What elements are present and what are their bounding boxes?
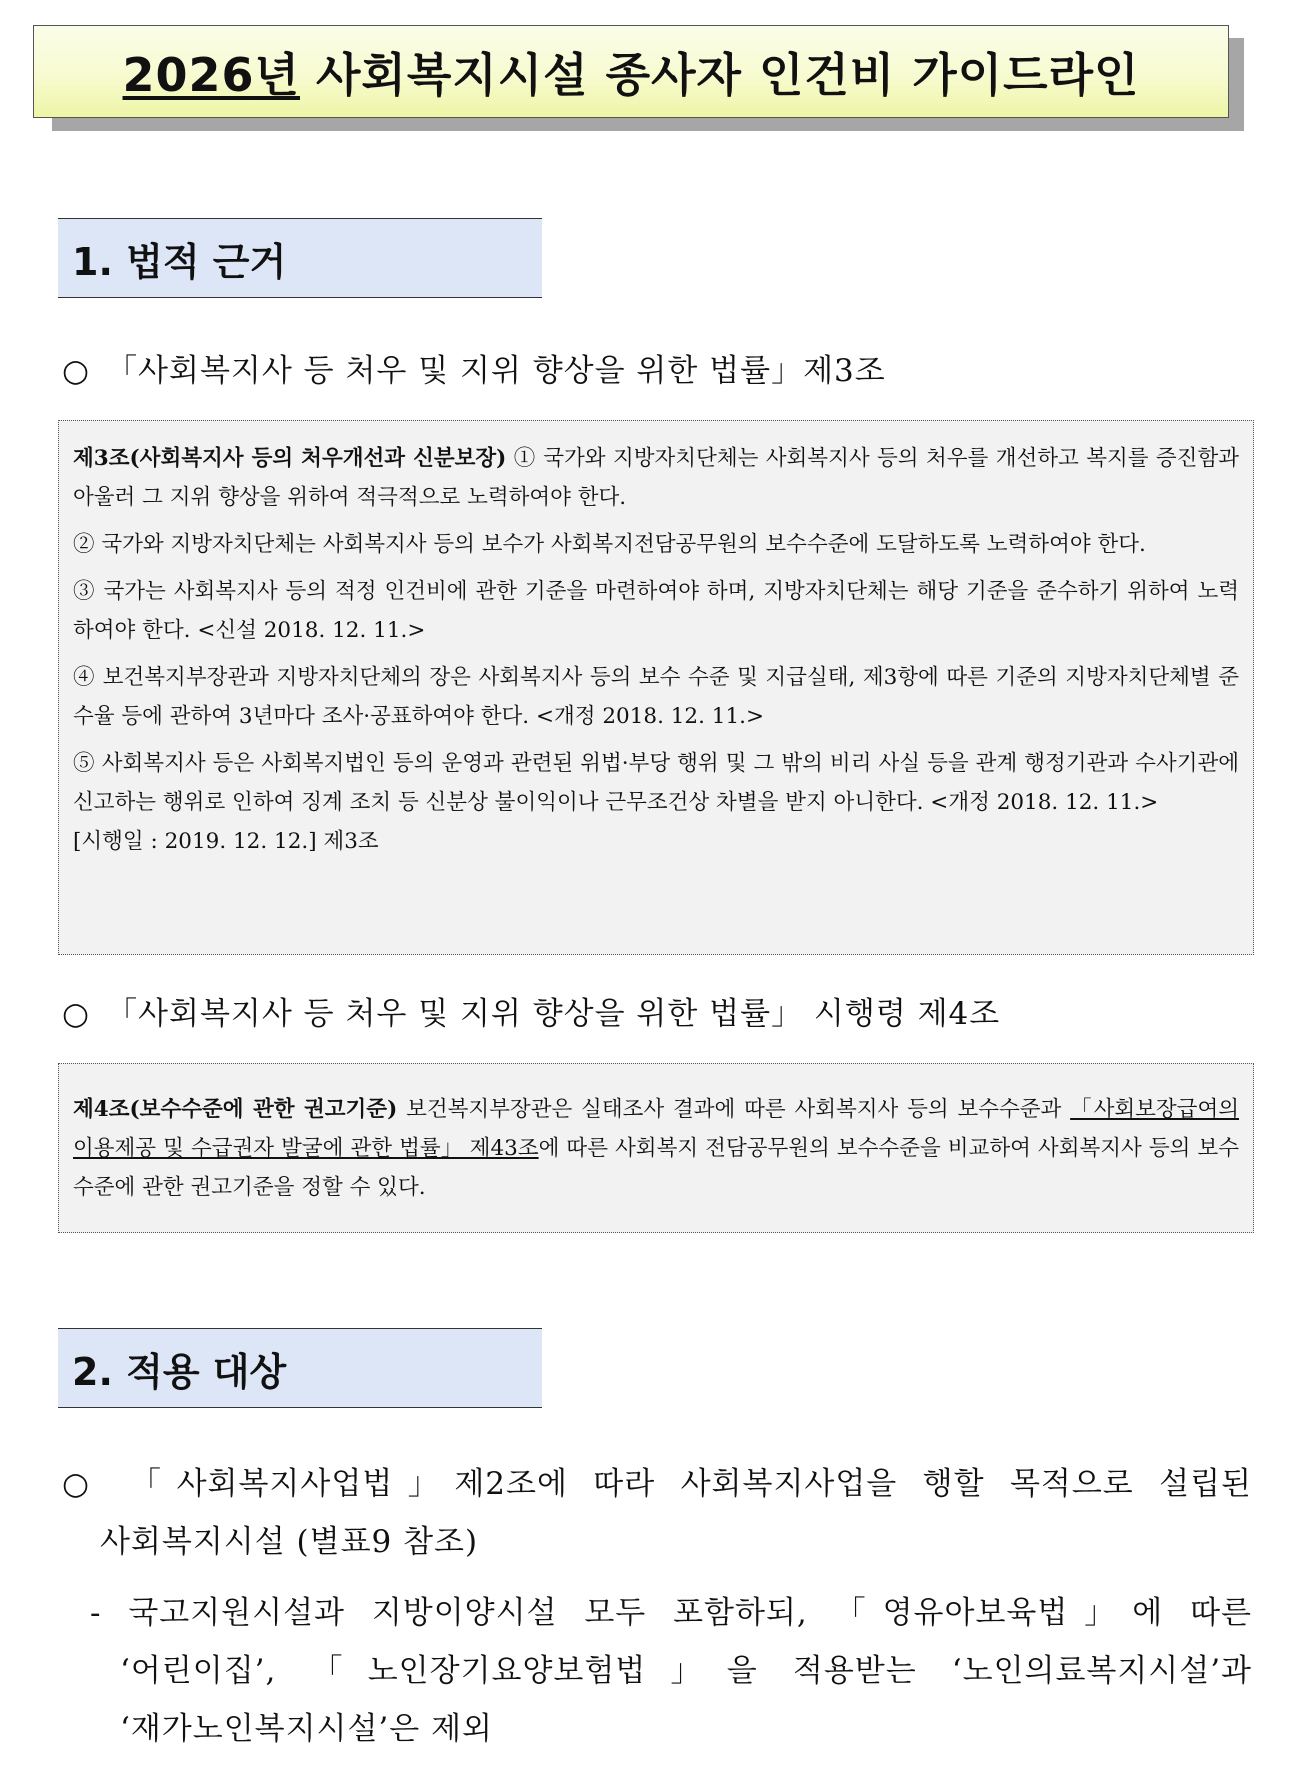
- law-excerpt-article3: [58, 420, 1254, 955]
- section-heading-scope: 2. 적용 대상: [58, 1328, 542, 1408]
- title-year: 2026년: [122, 47, 300, 102]
- scope-line-2: 사회복지시설 (별표9 참조): [100, 1524, 479, 1560]
- scope-line-1: ○ 「사회복지사업법」제2조에 따라 사회복지사업을 행할 목적으로 설립된: [62, 1466, 1252, 1502]
- bullet-circle-icon: ○: [62, 353, 91, 389]
- bullet-law-article3: [62, 345, 886, 390]
- article-item-5: ⑤ 사회복지사 등은 사회복지법인 등의 운영과 관련된 위법·부당 행위 및 그 밖의 비리 사실 등을 관계 행정기관과 수사기관에 신고하는 행위로 인하여 징계 조치 등 신분상 불이익이나 근무조건상 차별을 받지 아니한다. <개정 2018. 12. 11.>: [73, 751, 1239, 815]
- sub-line-2: ‘어린이집’, 「노인장기요양보험법」을 적용받는 ‘노인의료복지시설’과: [120, 1653, 1252, 1689]
- article-title: 제4조(보수수준에 관한 권고기준): [73, 1097, 398, 1122]
- effective-date: [시행일 : 2019. 12. 12.] 제3조: [73, 829, 379, 854]
- scope-bullet: [62, 1455, 1252, 1571]
- article-text-1: 보건복지부장관은 실태조사 결과에 따른 사회복지사 등의 보수수준과: [406, 1097, 1062, 1122]
- referenced-law: 「사회보장급여의 이용제공 및 수급권자 발굴에 관한 법률」 제43조: [73, 1097, 1239, 1161]
- article-text-2: 에 따른 사회복지 전담공무원의 보수수준을 비교하여 사회복지사 등의 보수수준에 관한 권고기준을 정할 수 있다.: [73, 1136, 1239, 1200]
- section-heading-legal-basis: 1. 법적 근거: [58, 218, 542, 298]
- title-text: 사회복지시설 종사자 인건비 가이드라인: [316, 47, 1140, 102]
- scope-sub-item: [90, 1584, 1252, 1758]
- bullet-text: 「사회복지사 등 처우 및 지위 향상을 위한 법률」제3조: [106, 353, 886, 389]
- article-title: 제3조(사회복지사 등의 처우개선과 신분보장): [73, 446, 507, 471]
- law-excerpt-article4: [58, 1063, 1254, 1233]
- article-item-3: ③ 국가는 사회복지사 등의 적정 인건비에 관한 기준을 마련하여야 하며, 지방자치단체는 해당 기준을 준수하기 위하여 노력하여야 한다. <신설 2018. 12. 11.>: [73, 579, 1239, 643]
- article-item-1: ① 국가와 지방자치단체는 사회복지사 등의 처우를 개선하고 복지를 증진함과 아울러 그 지위 향상을 위하여 적극적으로 노력하여야 한다.: [73, 446, 1239, 510]
- sub-line-3: ‘재가노인복지시설’은 제외: [120, 1711, 493, 1747]
- document-title: [33, 25, 1229, 118]
- bullet-decree-article4: [62, 988, 1000, 1033]
- article-item-4: ④ 보건복지부장관과 지방자치단체의 장은 사회복지사 등의 보수 수준 및 지급실태, 제3항에 따른 기준의 지방자치단체별 준수율 등에 관하여 3년마다 조사·공표하여야 한다. <개정 2018. 12. 11.>: [73, 665, 1239, 729]
- bullet-circle-icon: ○: [62, 996, 91, 1032]
- sub-line-1: - 국고지원시설과 지방이양시설 모두 포함하되, 「영유아보육법」에 따른: [90, 1595, 1252, 1631]
- article-item-2: ② 국가와 지방자치단체는 사회복지사 등의 보수가 사회복지전담공무원의 보수수준에 도달하도록 노력하여야 한다.: [73, 532, 1146, 557]
- bullet-text: 「사회복지사 등 처우 및 지위 향상을 위한 법률」 시행령 제4조: [106, 996, 1001, 1032]
